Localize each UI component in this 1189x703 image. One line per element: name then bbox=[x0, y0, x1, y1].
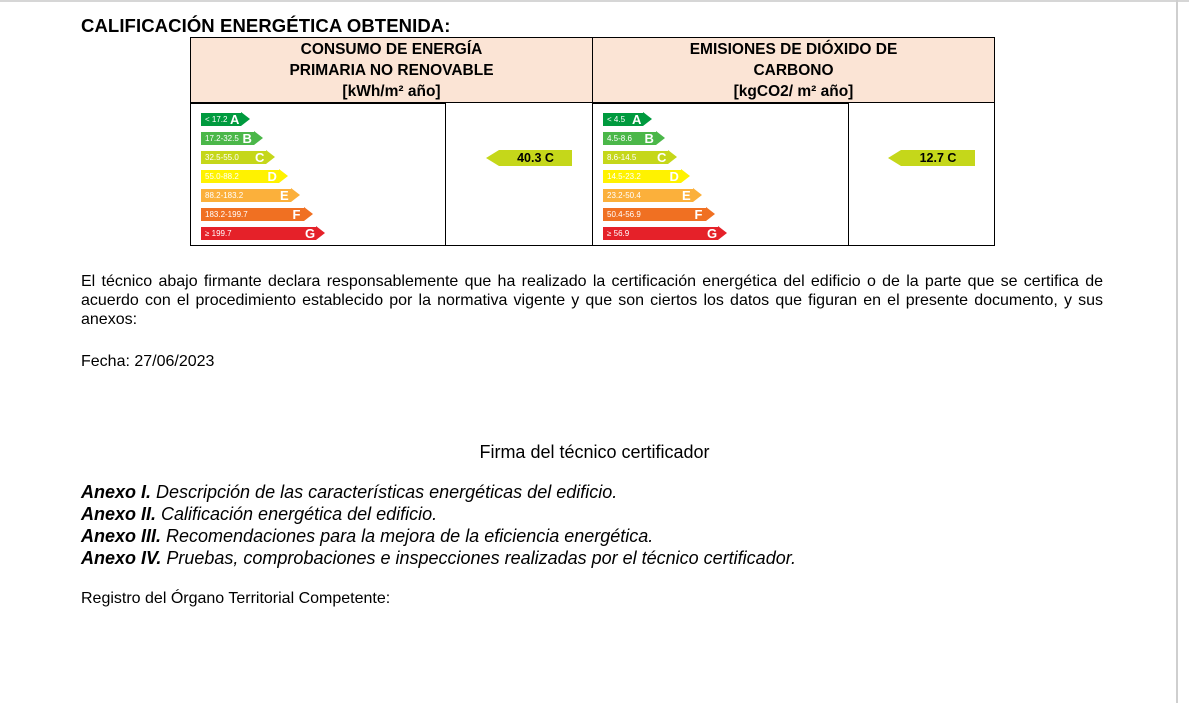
rating-band-letter: D bbox=[267, 169, 277, 184]
annex-item bbox=[81, 525, 796, 547]
rating-band-letter: D bbox=[669, 169, 679, 184]
rating-band-range: 4.5-8.6 bbox=[607, 134, 632, 143]
rating-band-arrow bbox=[291, 188, 300, 202]
emissions-header-unit: [kgCO2/ m² año] bbox=[733, 82, 854, 100]
signature-label bbox=[0, 442, 1189, 463]
rating-band-arrow bbox=[643, 112, 652, 126]
annex-text: Calificación energética del edificio. bbox=[156, 504, 438, 524]
annex-key: Anexo III. bbox=[81, 526, 162, 546]
annex-item bbox=[81, 547, 796, 569]
annex-item bbox=[81, 503, 796, 525]
emissions-scale-cell bbox=[592, 103, 849, 246]
rating-band-arrow bbox=[279, 169, 288, 183]
rating-band-arrow bbox=[241, 112, 250, 126]
rating-band-range: ≥ 56.9 bbox=[607, 229, 630, 238]
rating-band-arrow bbox=[718, 226, 727, 240]
rating-band-letter: A bbox=[632, 112, 642, 127]
emissions-result-value: 12.7 C bbox=[901, 150, 975, 166]
rating-band-letter: F bbox=[292, 207, 301, 222]
energy-result-cell bbox=[445, 103, 593, 246]
annex-item bbox=[81, 481, 796, 503]
annex-text: Descripción de las características energéticas del edificio. bbox=[151, 482, 618, 502]
annex-key: Anexo I. bbox=[81, 482, 152, 502]
annex-key: Anexo II. bbox=[81, 504, 157, 524]
rating-band-letter: A bbox=[230, 112, 240, 127]
energy-rating-table bbox=[190, 37, 995, 246]
annex-text: Pruebas, comprobaciones e inspecciones realizadas por el técnico certificador. bbox=[161, 548, 797, 568]
rating-band-arrow bbox=[668, 150, 677, 164]
rating-band-letter: E bbox=[682, 188, 691, 203]
rating-band-arrow bbox=[693, 188, 702, 202]
rating-band-arrow bbox=[681, 169, 690, 183]
rating-band-arrow bbox=[254, 131, 263, 145]
signature-label-text: Firma del técnico certificador bbox=[479, 442, 710, 462]
document-title: CALIFICACIÓN ENERGÉTICA OBTENIDA: bbox=[81, 15, 451, 36]
rating-band-range: 23.2-50.4 bbox=[607, 191, 641, 200]
rating-band-letter: G bbox=[707, 226, 718, 241]
rating-band-range: 88.2-183.2 bbox=[205, 191, 244, 200]
rating-band-arrow bbox=[706, 207, 715, 221]
certificate-date: Fecha: 27/06/2023 bbox=[81, 353, 215, 370]
rating-band-letter: B bbox=[242, 131, 252, 146]
rating-band-range: < 17.2 bbox=[205, 115, 228, 124]
rating-band-range: ≥ 199.7 bbox=[205, 229, 232, 238]
energy-pointer-arrow bbox=[486, 150, 499, 166]
rating-band-letter: F bbox=[694, 207, 703, 222]
energy-header-unit: [kWh/m² año] bbox=[342, 82, 441, 100]
rating-band-letter: C bbox=[657, 150, 667, 165]
rating-band-arrow bbox=[316, 226, 325, 240]
rating-band-letter: G bbox=[305, 226, 316, 241]
rating-band-range: 14.5-23.2 bbox=[607, 172, 641, 181]
rating-band-range: 50.4-56.9 bbox=[607, 210, 641, 219]
rating-band-arrow bbox=[266, 150, 275, 164]
rating-band-arrow bbox=[304, 207, 313, 221]
emissions-header-line-1: EMISIONES DE DIÓXIDO DE bbox=[689, 40, 898, 58]
energy-scale-cell bbox=[190, 103, 446, 246]
rating-band-letter: C bbox=[255, 150, 265, 165]
rating-band-range: 8.6-14.5 bbox=[607, 153, 637, 162]
rating-band-range: 55.0-88.2 bbox=[205, 172, 239, 181]
rating-band-range: 183.2-199.7 bbox=[205, 210, 248, 219]
energy-header-line-1: CONSUMO DE ENERGÍA bbox=[300, 40, 483, 58]
rating-band-letter: E bbox=[280, 188, 289, 203]
page-top-edge bbox=[0, 0, 1189, 2]
annex-text: Recomendaciones para la mejora de la eficiencia energética. bbox=[161, 526, 654, 546]
emissions-header-line-2: CARBONO bbox=[753, 61, 834, 79]
rating-band-range: < 4.5 bbox=[607, 115, 626, 124]
emissions-header bbox=[592, 37, 995, 103]
energy-header-line-2: PRIMARIA NO RENOVABLE bbox=[289, 61, 494, 79]
annex-list bbox=[81, 481, 796, 569]
technician-declaration: El técnico abajo firmante declara responsablemente que ha realizado la certificación energética del edificio o de la parte que se certifica de acuerdo con el procedimiento establecido por la normativa vigente y que son ciertos los datos que figuran en el presente documento, y sus anexos: bbox=[81, 273, 1103, 328]
rating-band-range: 32.5-55.0 bbox=[205, 153, 239, 162]
registry-label: Registro del Órgano Territorial Competente: bbox=[81, 590, 391, 607]
energy-consumption-header bbox=[190, 37, 593, 103]
rating-band-range: 17.2-32.5 bbox=[205, 134, 239, 143]
annex-key: Anexo IV. bbox=[81, 548, 162, 568]
rating-band-letter: B bbox=[644, 131, 654, 146]
emissions-result-cell bbox=[848, 103, 995, 246]
energy-result-value: 40.3 C bbox=[499, 150, 572, 166]
rating-band-arrow bbox=[656, 131, 665, 145]
page-right-edge bbox=[1176, 0, 1178, 703]
emissions-pointer-arrow bbox=[888, 150, 901, 166]
